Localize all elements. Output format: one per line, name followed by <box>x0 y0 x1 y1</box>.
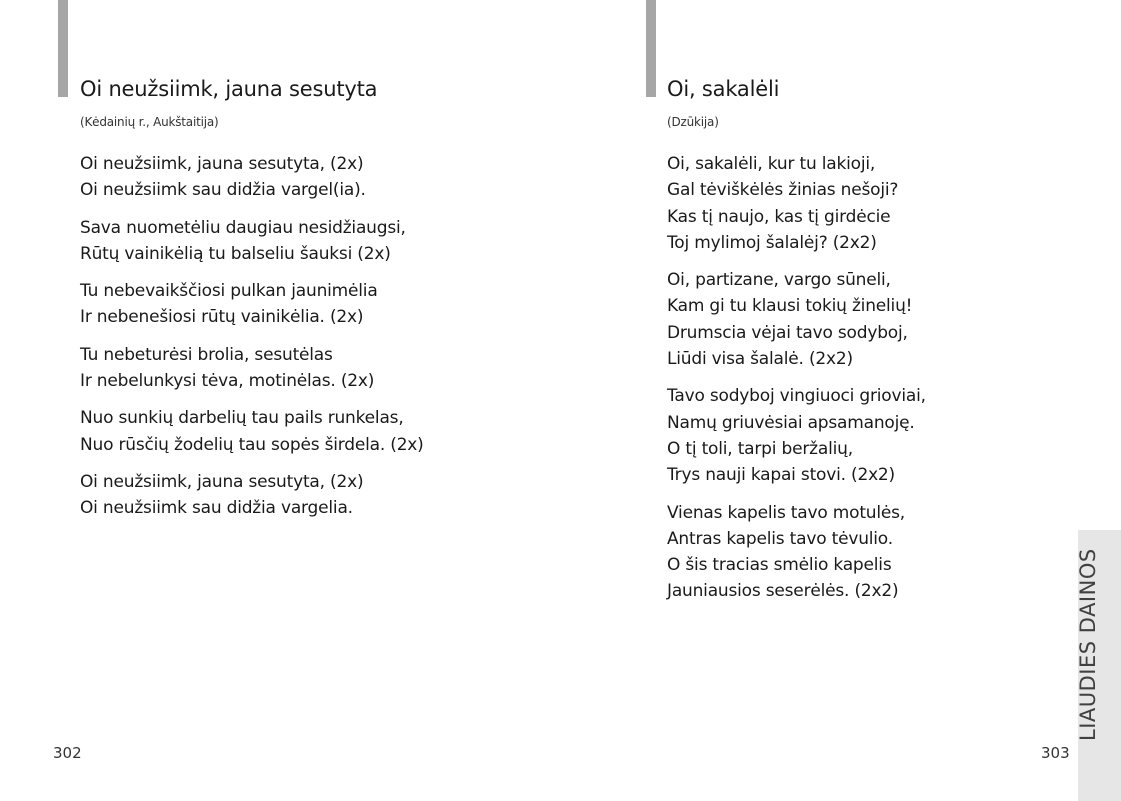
lyric-line: Tu nebevaikščiosi pulkan jaunimėlia <box>80 281 378 302</box>
song-origin: (Dzūkija) <box>667 115 719 129</box>
lyric-line: Liūdi visa šalalė. (2x2) <box>667 349 853 370</box>
stanza <box>80 151 600 204</box>
lyric-line: O šis tracias smėlio kapelis <box>667 555 892 576</box>
song-title: Oi, sakalėli <box>667 77 780 101</box>
lyric-line: Oi, sakalėli, kur tu lakioji, <box>667 154 876 174</box>
song-lyrics <box>80 151 600 522</box>
lyric-line: O tį toli, tarpi beržalių, <box>667 438 853 459</box>
song-origin: (Kėdainių r., Aukštaitija) <box>80 115 219 129</box>
lyric-line: Antras kapelis tavo tėvulio. <box>667 528 893 549</box>
stanza <box>667 500 1067 605</box>
stanza <box>667 267 1067 372</box>
page-number-right: 303 <box>1041 744 1070 762</box>
lyric-line: Nuo sunkių darbelių tau pails runkelas, <box>80 408 404 429</box>
stanza <box>80 215 600 268</box>
stanza <box>80 469 600 522</box>
lyric-line: Drumscia vėjai tavo sodyboj, <box>667 322 908 343</box>
song-title: Oi neužsiimk, jauna sesutyta <box>80 77 378 101</box>
stanza <box>80 405 600 458</box>
lyric-line: Toj mylimoj šalalėj? (2x2) <box>667 232 877 253</box>
lyric-line: Tavo sodyboj vingiuoci grioviai, <box>667 386 926 407</box>
right-page <box>667 74 1067 616</box>
left-title-bar <box>58 0 68 97</box>
lyric-line: Ir nebelunkysi tėva, motinėlas. (2x) <box>80 371 375 392</box>
lyric-line: Kam gi tu klausi tokių žinelių! <box>667 296 913 317</box>
section-tab-label: LIAUDIES DAINOS <box>1076 548 1100 741</box>
lyric-line: Trys nauji kapai stovi. (2x2) <box>667 465 895 486</box>
stanza <box>80 342 600 395</box>
right-title-bar <box>646 0 656 97</box>
lyric-line: Oi neužsiimk sau didžia vargel(ia). <box>80 180 366 201</box>
lyric-line: Oi neužsiimk sau didžia vargelia. <box>80 498 353 519</box>
section-tab <box>1078 530 1121 801</box>
lyric-line: Oi neužsiimk, jauna sesutyta, (2x) <box>80 154 364 174</box>
lyric-line: Tu nebeturėsi brolia, sesutėlas <box>80 344 333 365</box>
lyric-line: Namų griuvėsiai apsamanoję. <box>667 412 915 433</box>
stanza <box>667 151 1067 256</box>
page-number-left: 302 <box>53 744 82 762</box>
lyric-line: Oi neužsiimk, jauna sesutyta, (2x) <box>80 471 364 492</box>
left-page <box>80 74 600 533</box>
lyric-line: Nuo rūsčių žodelių tau sopės širdela. (2x) <box>80 434 424 455</box>
lyric-line: Sava nuometėliu daugiau nesidžiaugsi, <box>80 217 406 238</box>
song-lyrics <box>667 151 1067 605</box>
lyric-line: Kas tį naujo, kas tį girdėcie <box>667 206 891 227</box>
lyric-line: Jauniausios seserėlės. (2x2) <box>667 581 899 602</box>
stanza <box>667 383 1067 488</box>
lyric-line: Vienas kapelis tavo motulės, <box>667 502 906 523</box>
lyric-line: Rūtų vainikėlią tu balseliu šauksi (2x) <box>80 243 391 264</box>
lyric-line: Gal tėviškėlės žinias nešoji? <box>667 180 899 201</box>
lyric-line: Ir nebenešiosi rūtų vainikėlia. (2x) <box>80 307 364 328</box>
stanza <box>80 278 600 331</box>
lyric-line: Oi, partizane, vargo sūneli, <box>667 270 891 291</box>
